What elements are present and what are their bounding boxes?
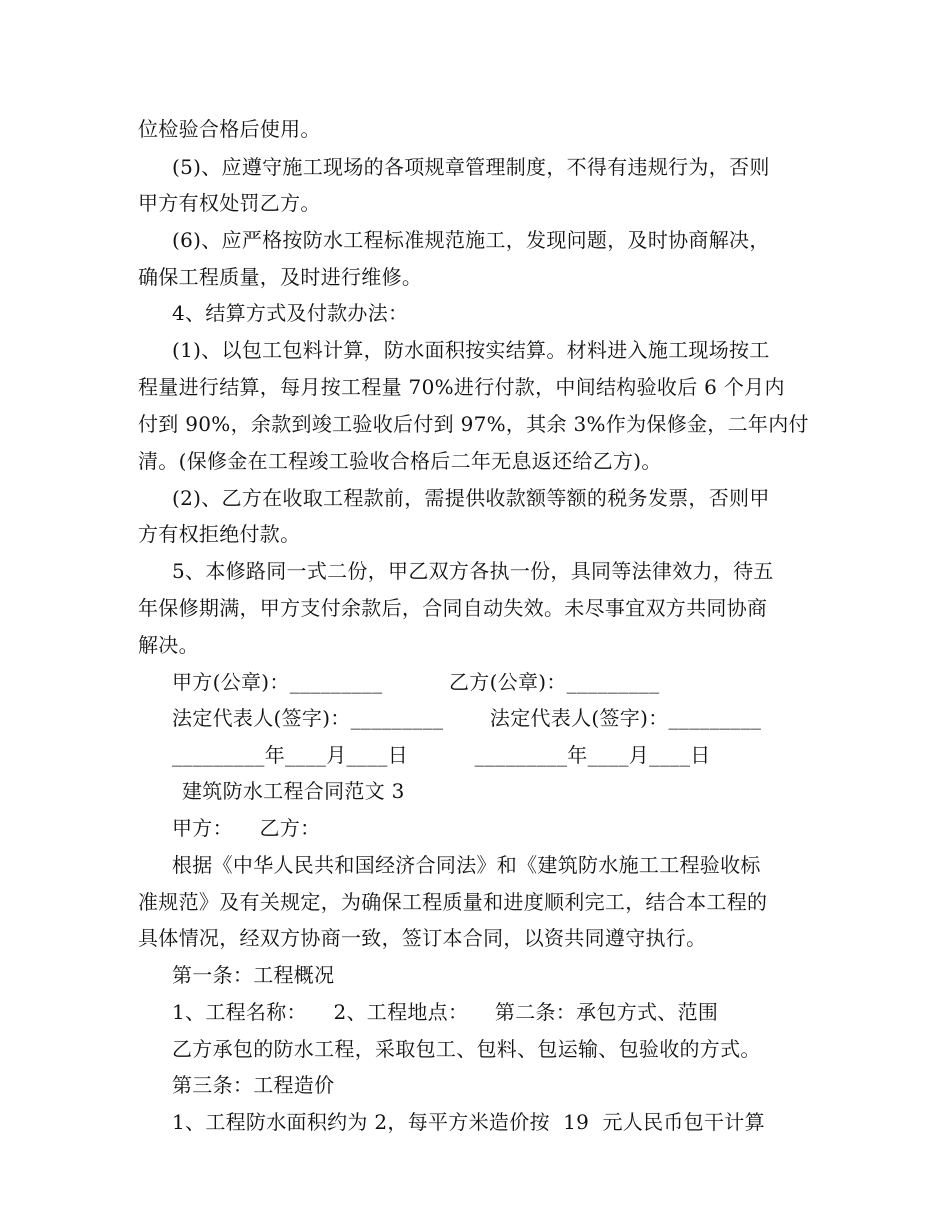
text-line: 解决。 bbox=[138, 633, 199, 657]
text-line: 位检验合格后使用。 bbox=[138, 117, 321, 141]
signature-line-date: _________年____月____日 _________年____月____日 bbox=[172, 743, 711, 767]
text-line: 乙方承包的防水工程，采取包工、包料、包运输、包验收的方式。 bbox=[172, 1037, 761, 1061]
parties-line: 甲方： 乙方： bbox=[172, 816, 321, 840]
text-line: 程量进行结算，每月按工程量 70%进行付款，中间结构验收后 6 个月内 bbox=[138, 375, 785, 399]
text-line: 方有权拒绝付款。 bbox=[138, 522, 301, 546]
text-line: 年保修期满，甲方支付余款后，合同自动失效。未尽事宜双方共同协商 bbox=[138, 596, 768, 620]
text-line: 1、工程名称： 2、工程地点： 第二条：承包方式、范围 bbox=[172, 1000, 719, 1024]
text-line: (5)、应遵守施工现场的各项规章管理制度，不得有违规行为，否则 bbox=[172, 155, 770, 179]
text-line: (2)、乙方在收取工程款前，需提供收款额等额的税务发票，否则甲 bbox=[172, 486, 770, 510]
text-line: (1)、以包工包料计算，防水面积按实结算。材料进入施工现场按工 bbox=[172, 338, 770, 362]
text-line: 1、工程防水面积约为 2，每平方米造价按 19 元人民币包干计算 bbox=[172, 1110, 765, 1134]
text-line: 付到 90%，余款到竣工验收后付到 97%，其余 3%作为保修金，二年内付 bbox=[138, 412, 809, 436]
text-line: 确保工程质量，及时进行维修。 bbox=[138, 265, 423, 289]
text-line: 准规范》及有关规定，为确保工程质量和进度顺利完工，结合本工程的 bbox=[138, 890, 768, 914]
signature-line-representative: 法定代表人(签字)：_________ 法定代表人(签字)：_________ bbox=[172, 706, 762, 730]
document-title: 建筑防水工程合同范文 3 bbox=[182, 779, 405, 803]
signature-line-seal: 甲方(公章)：_________ 乙方(公章)：_________ bbox=[172, 670, 660, 694]
section-heading: 4、结算方式及付款办法： bbox=[172, 301, 409, 325]
text-line: (6)、应严格按防水工程标准规范施工，发现问题，及时协商解决， bbox=[172, 228, 770, 252]
article-heading: 第三条：工程造价 bbox=[172, 1073, 335, 1097]
text-line: 5、本修路同一式二份，甲乙双方各执一份，具同等法律效力，待五 bbox=[172, 559, 774, 583]
text-line: 甲方有权处罚乙方。 bbox=[138, 191, 321, 215]
text-line: 具体情况，经双方协商一致，签订本合同，以资共同遵守执行。 bbox=[138, 926, 707, 950]
text-line: 清。(保修金在工程竣工验收合格后二年无息返还给乙方)。 bbox=[138, 449, 662, 473]
article-heading: 第一条：工程概况 bbox=[172, 963, 335, 987]
text-line: 根据《中华人民共和国经济合同法》和《建筑防水施工工程验收标 bbox=[172, 853, 761, 877]
